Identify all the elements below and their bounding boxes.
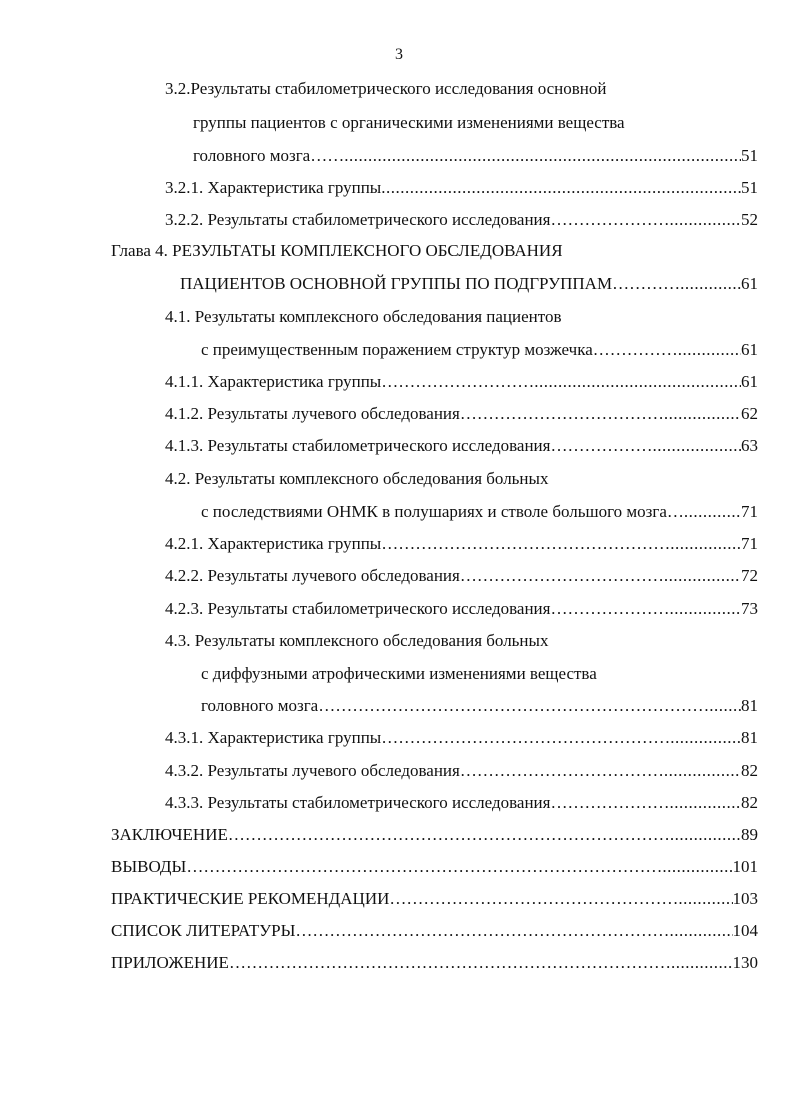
toc-line: с диффузными атрофическими изменениями вещества bbox=[201, 664, 597, 683]
toc-line: 4.2. Результаты комплексного обследования больных bbox=[165, 469, 549, 488]
toc-entry[interactable]: 4.1.2. Результаты лучевого обследования……………………………… ..... 62 bbox=[165, 401, 758, 427]
toc-entry[interactable]: 4.2.2. Результаты лучевого обследования……………………………… ..... 72 bbox=[165, 563, 758, 589]
toc-entry[interactable]: ВЫВОДЫ………………………………………………………………………… ..... 101 bbox=[111, 854, 758, 880]
toc-chapter-heading: Глава 4. РЕЗУЛЬТАТЫ КОМПЛЕКСНОГО ОБСЛЕДОВАНИЯ bbox=[111, 241, 563, 260]
toc-entry[interactable]: головного мозга…………………………………………………………… ..... 81 bbox=[201, 693, 758, 719]
toc-entry[interactable]: 4.2.1. Характеристика группы…………………………………………… ..... 71 bbox=[165, 531, 758, 557]
page-number: 3 bbox=[395, 46, 403, 63]
toc-entry[interactable]: 4.3.1. Характеристика группы…………………………………………… ..... 81 bbox=[165, 725, 758, 751]
toc-entry[interactable]: 3.2.2. Результаты стабилометрического исследования………………… ..... 52 bbox=[165, 207, 758, 233]
toc-entry[interactable]: 4.3.2. Результаты лучевого обследования……………………………… ..... 82 bbox=[165, 758, 758, 784]
toc-entry[interactable]: 4.2.3. Результаты стабилометрического исследования………………… ..... 73 bbox=[165, 596, 758, 622]
toc-entry[interactable]: 4.1.1. Характеристика группы……………………… ..... 61 bbox=[165, 369, 758, 395]
toc-entry[interactable]: ПРАКТИЧЕСКИЕ РЕКОМЕНДАЦИИ…………………………………………… ..... 103 bbox=[111, 886, 758, 912]
toc-entry[interactable]: 3.2.1. Характеристика группы ..... 51 bbox=[165, 175, 758, 201]
toc-entry[interactable]: ЗАКЛЮЧЕНИЕ…………………………………………………………………… ..... 89 bbox=[111, 822, 758, 848]
toc-line: 3.2.Результаты стабилометрического исследования основной bbox=[165, 79, 607, 98]
toc-entry[interactable]: с последствиями ОНМК в полушариях и стволе большого мозга… ..... 71 bbox=[201, 499, 758, 525]
toc-entry[interactable]: ПАЦИЕНТОВ ОСНОВНОЙ ГРУППЫ ПО ПОДГРУППАМ………… ..... 61 bbox=[180, 271, 758, 297]
toc-entry[interactable]: головного мозга…… ..... 51 bbox=[193, 143, 758, 169]
toc-entry[interactable]: с преимущественным поражением структур мозжечка…………… ..... 61 bbox=[201, 337, 758, 363]
toc-line: группы пациентов с органическими изменениями вещества bbox=[193, 113, 625, 132]
toc-line: 4.3. Результаты комплексного обследования больных bbox=[165, 631, 549, 650]
toc-entry[interactable]: СПИСОК ЛИТЕРАТУРЫ………………………………………………………… ..... 104 bbox=[111, 918, 758, 944]
toc-entry[interactable]: ПРИЛОЖЕНИЕ…………………………………………………………………… ..... 130 bbox=[111, 950, 758, 976]
toc-entry[interactable]: 4.3.3. Результаты стабилометрического исследования………………… ..... 82 bbox=[165, 790, 758, 816]
toc-entry[interactable]: 4.1.3. Результаты стабилометрического исследования……………… ..... 63 bbox=[165, 433, 758, 459]
toc-line: 4.1. Результаты комплексного обследования пациентов bbox=[165, 307, 562, 326]
